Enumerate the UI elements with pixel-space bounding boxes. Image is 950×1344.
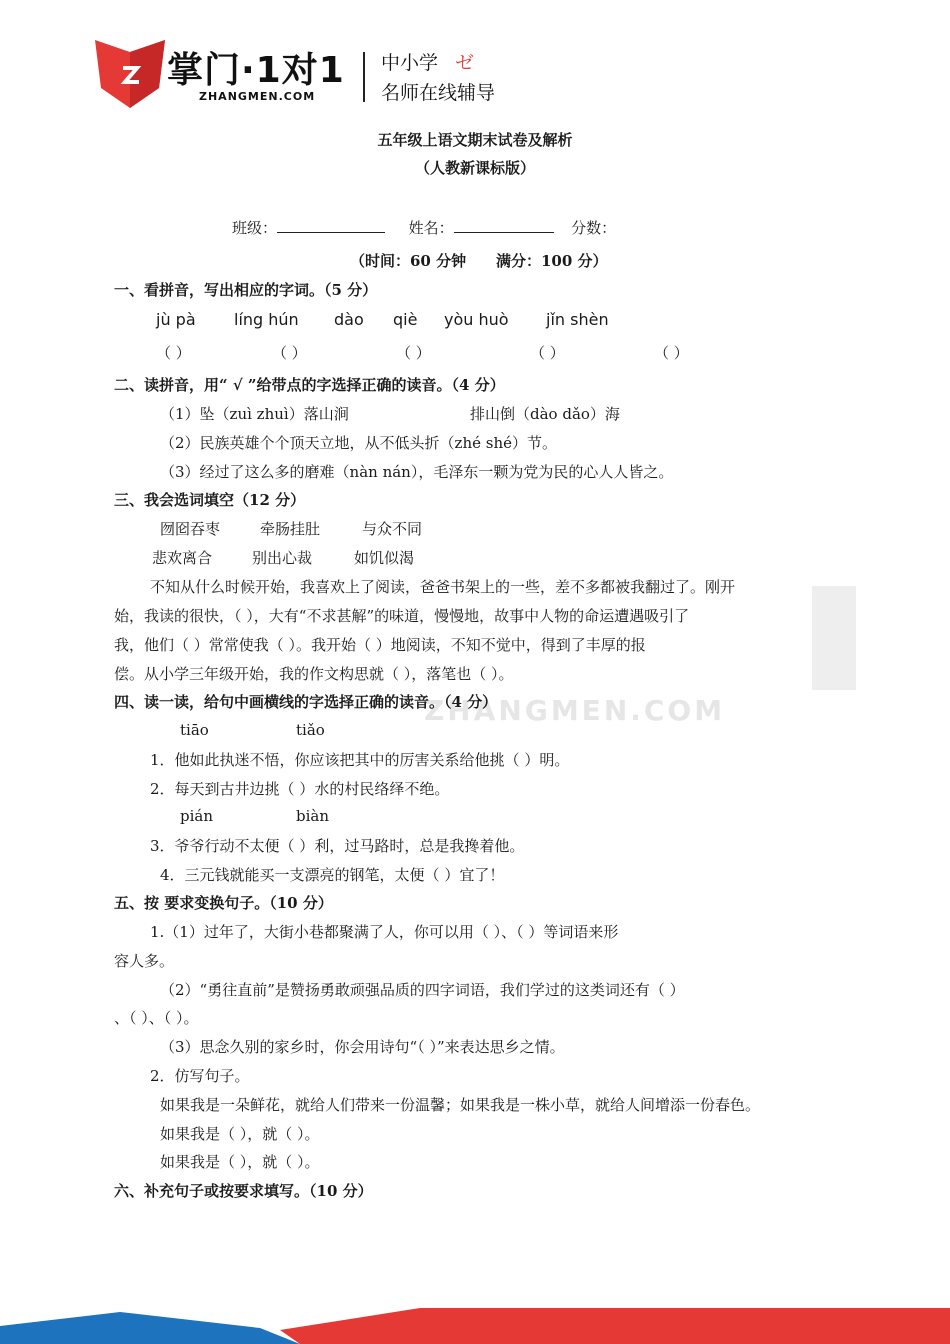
answer-paren-5[interactable]: （ ） <box>654 344 689 362</box>
section-4-heading: 四、读一读，给句中画横线的字选择正确的读音。（4 分） <box>114 693 498 711</box>
s2-item-1a: （1）坠（zuì zhuì）落山涧 <box>160 405 349 423</box>
answer-paren-3[interactable]: （ ） <box>396 344 431 362</box>
answer-paren-2[interactable]: （ ） <box>272 344 307 362</box>
s3-paragraph-4: 偿。从小学三年级开始，我的作文构思就（ ），落笔也（ ）。 <box>114 665 514 683</box>
s5-question-1a: 1.（1）过年了，大街小巷都聚满了人，你可以用（ ）、（ ）等词语来形 <box>150 923 619 941</box>
s5-question-2a: （2）“勇往直前”是赞扬勇敢顽强品质的四字词语，我们学过的这类词还有（ ） <box>160 981 685 999</box>
word-1: 囫囵吞枣 <box>160 520 221 538</box>
s4-question-1: 1．他如此执迷不悟，你应该把其中的厉害关系给他挑（ ）明。 <box>150 751 570 769</box>
watermark-bar <box>812 586 856 690</box>
section-3-heading: 三、我会选词填空（12 分） <box>114 491 306 509</box>
exam-subtitle: （人教新课标版） <box>414 159 535 177</box>
s3-paragraph-2: 始，我读的很快，（ ），大有“不求甚解”的味道，慢慢地，故事中人物的命运遭遇吸引了 <box>114 607 690 625</box>
section-5-heading: 五、按 要求变换句子。（10 分） <box>114 894 333 912</box>
s5-fill-2: 如果我是（ ），就（ ）。 <box>160 1153 320 1171</box>
pinyin-bian: biàn <box>296 807 330 825</box>
s5-question-2b: 、（ ）、（ ）。 <box>114 1009 199 1027</box>
word-3: 与众不同 <box>362 520 423 538</box>
brand-tagline-1: 中小学 <box>381 52 439 74</box>
pinyin-5: yòu huò <box>444 310 509 329</box>
full-score: 满分：100 分） <box>496 252 608 270</box>
s5-question-3: （3）思念久别的家乡时，你会用诗句“（ ）”来表达思乡之情。 <box>160 1038 565 1056</box>
pinyin-4: qiè <box>393 310 418 329</box>
s5-question-1b: 容人多。 <box>114 952 175 970</box>
pinyin-tiao-2: tiǎo <box>296 721 325 739</box>
footer-decor-bar <box>0 1306 950 1344</box>
pinyin-2: líng hún <box>234 310 299 329</box>
s5-example: 如果我是一朵鲜花，就给人们带来一份温馨；如果我是一株小草，就给人间增添一份春色。 <box>160 1096 761 1114</box>
section-6-heading: 六、补充句子或按要求填写。（10 分） <box>114 1182 373 1200</box>
s3-paragraph-1: 不知从什么时候开始，我喜欢上了阅读，爸爸书架上的一些，差不多都被我翻过了。刚开 <box>150 578 736 596</box>
word-2: 牵肠挂肚 <box>260 520 321 538</box>
pinyin-pian: pián <box>180 807 214 825</box>
brand-url: ZHANGMEN.COM <box>199 90 316 103</box>
score-label: 分数： <box>571 219 617 237</box>
s4-question-4: 4．三元钱就能买一支漂亮的钢笔，太便（ ）宜了！ <box>160 866 505 884</box>
brand-name: 掌门·1对1 <box>167 50 345 91</box>
exam-title: 五年级上语文期末试卷及解析 <box>377 131 573 149</box>
pinyin-6: jǐn shèn <box>546 310 609 329</box>
brand-separator <box>363 52 365 102</box>
brand-logo <box>95 38 525 110</box>
class-blank[interactable] <box>277 218 385 233</box>
pinyin-tiao-1: tiāo <box>180 721 209 739</box>
word-5: 别出心裁 <box>252 549 313 567</box>
s3-paragraph-3: 我，他们（ ）常常使我（ ）。我开始（ ）地阅读，不知不觉中，得到了丰厚的报 <box>114 636 646 654</box>
watermark-text: ZHANGMEN.COM <box>424 694 726 727</box>
name-label: 姓名： <box>408 219 454 237</box>
name-blank[interactable] <box>454 218 554 233</box>
word-4: 悲欢离合 <box>152 549 213 567</box>
s5-question-4: 2．仿写句子。 <box>150 1067 250 1085</box>
pinyin-1: jù pà <box>156 310 196 329</box>
answer-paren-1[interactable]: （ ） <box>156 344 191 362</box>
s2-item-3: （3）经过了这么多的磨难（nàn nán），毛泽东一颗为党为民的心人人皆之。 <box>160 463 674 481</box>
s4-question-3: 3．爷爷行动不太便（ ）利，过马路时，总是我搀着他。 <box>150 837 525 855</box>
s4-question-2: 2．每天到古井边挑（ ）水的村民络绎不绝。 <box>150 780 450 798</box>
answer-paren-4[interactable]: （ ） <box>530 344 565 362</box>
pinyin-3: dào <box>334 310 364 329</box>
brand-tagline-2: 名师在线辅导 <box>381 82 496 104</box>
section-1-heading: 一、看拼音，写出相应的字词。（5 分） <box>114 281 378 299</box>
class-label: 班级： <box>232 219 278 237</box>
brand-check-icon: ゼ <box>455 52 475 74</box>
s2-item-1b: 排山倒（dào dǎo）海 <box>470 405 620 423</box>
info-line <box>232 218 616 238</box>
s2-item-2: （2）民族英雄个个顶天立地，从不低头折（zhé shé）节。 <box>160 434 557 452</box>
logo-shield-icon <box>95 38 165 110</box>
time-info: （时间：60 分钟 <box>350 252 467 270</box>
section-2-heading: 二、读拼音，用“ √ ”给带点的字选择正确的读音。（4 分） <box>114 376 505 394</box>
s5-fill-1: 如果我是（ ），就（ ）。 <box>160 1125 320 1143</box>
word-6: 如饥似渴 <box>354 549 415 567</box>
